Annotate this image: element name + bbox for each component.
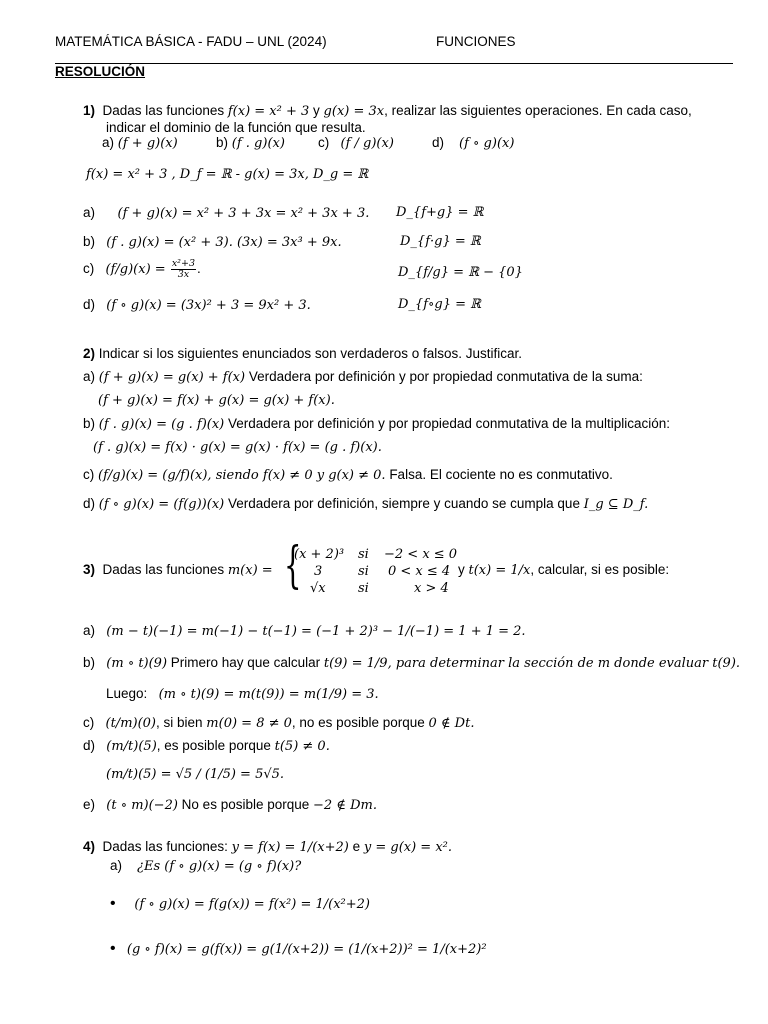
section-title: RESOLUCIÓN <box>55 64 146 79</box>
answer-3c: c) (t/m)(0), si bien m(0) = 8 ≠ 0, no es posible porque 0 ∉ Dt. <box>83 715 475 731</box>
domain-1c: D_{f/g} = ℝ − {0} <box>398 265 523 280</box>
domain-1b: D_{f·g} = ℝ <box>400 234 481 249</box>
answer-1c: c) (f/g)(x) = $\frac{\text{x²+3}}{3x}$ . <box>83 258 201 280</box>
problem-2-statement: 2) Indicar si los siguientes enunciados son verdaderos o falsos. Justificar. <box>83 346 523 361</box>
problem-1-statement-2: indicar el dominio de la función que resulta. <box>106 120 366 135</box>
bullet-1: • (f ∘ g)(x) = f(g(x)) = f(x²) = 1/(x²+2) <box>110 895 370 912</box>
bullet-2: • (g ∘ f)(x) = g(f(x)) = g(1/(x+2)) = (1/(x+2))² = 1/(x+2)² <box>110 940 487 957</box>
problem-2a-detail: (f + g)(x) = f(x) + g(x) = g(x) + f(x). <box>98 393 335 408</box>
answer-3e: e) (t ∘ m)(−2) No es posible porque −2 ∉ Dm. <box>83 797 377 813</box>
answer-1d: d) (f ∘ g)(x) = (3x)² + 3 = 9x² + 3. <box>83 297 311 313</box>
answer-1b: b) (f . g)(x) = (x² + 3). (3x) = 3x³ + 9x. <box>83 234 342 250</box>
answer-3d-detail: (m/t)(5) = √5 / (1/5) = 5√5. <box>106 767 285 782</box>
case-1-cond: −2 < x ≤ 0 <box>384 547 458 562</box>
answer-1a: a) (f + g)(x) = x² + 3 + 3x = x² + 3x + 3. <box>83 205 370 221</box>
header-topic: FUNCIONES <box>436 34 516 49</box>
case-3-cond: x > 4 <box>414 581 449 596</box>
problem-1-ops: a) (f + g)(x) <box>102 135 178 151</box>
problem-2b: b) (f . g)(x) = (g . f)(x) Verdadera por definición y por propiedad conmutativa de la multiplicación: <box>83 416 671 432</box>
domain-1a: D_{f+g} = ℝ <box>396 205 484 220</box>
problem-4-statement: 4) Dadas las funciones: y = f(x) = 1/(x+2) e y = g(x) = x². <box>83 839 453 855</box>
case-2-expr: 3 <box>314 564 323 579</box>
problem-2d: d) (f ∘ g)(x) = (f(g))(x) Verdadera por definición, siempre y cuando se cumpla que I_g ⊆ D_f. <box>83 496 649 512</box>
problem-3-statement-tail: y t(x) = 1/x, calcular, si es posible: <box>458 562 670 578</box>
case-3-expr: √x <box>310 581 326 596</box>
problem-2b-detail: (f . g)(x) = f(x) · g(x) = g(x) · f(x) = (g . f)(x). <box>93 440 382 455</box>
domain-1d: D_{f∘g} = ℝ <box>398 297 481 312</box>
problem-2a: a) (f + g)(x) = g(x) + f(x) Verdadera por definición y por propiedad conmutativa de la suma: <box>83 369 643 385</box>
problem-1-statement: 1) Dadas las funciones f(x) = x² + 3 y g(x) = 3x, realizar las siguientes operaciones. En cada caso, <box>83 103 692 119</box>
problem-3-statement: 3) Dadas las funciones m(x) = <box>83 562 273 578</box>
problem-2c: c) (f/g)(x) = (g/f)(x), siendo f(x) ≠ 0 y g(x) ≠ 0. Falsa. El cociente no es conmutativo. <box>83 467 613 483</box>
header-title: MATEMÁTICA BÁSICA - FADU – UNL (2024) <box>55 34 327 49</box>
case-2-cond: 0 < x ≤ 4 <box>388 564 451 579</box>
piecewise-brace: { <box>284 536 302 594</box>
answer-3b-luego: Luego: (m ∘ t)(9) = m(t(9)) = m(1/9) = 3. <box>106 686 379 702</box>
function-definitions: f(x) = x² + 3 , D_f = ℝ - g(x) = 3x, D_g = ℝ <box>86 167 369 182</box>
answer-3d: d) (m/t)(5), es posible porque t(5) ≠ 0. <box>83 738 330 754</box>
problem-4a: a) ¿Es (f ∘ g)(x) = (g ∘ f)(x)? <box>110 858 302 874</box>
answer-3b: b) (m ∘ t)(9) Primero hay que calcular t(9) = 1/9, para determinar la sección de m donde evaluar t(9). <box>83 655 741 671</box>
case-1-expr: (x + 2)³ <box>294 547 345 562</box>
header-rule <box>55 63 733 64</box>
answer-3a: a) (m − t)(−1) = m(−1) − t(−1) = (−1 + 2)³ − 1/(−1) = 1 + 1 = 2. <box>83 623 526 639</box>
